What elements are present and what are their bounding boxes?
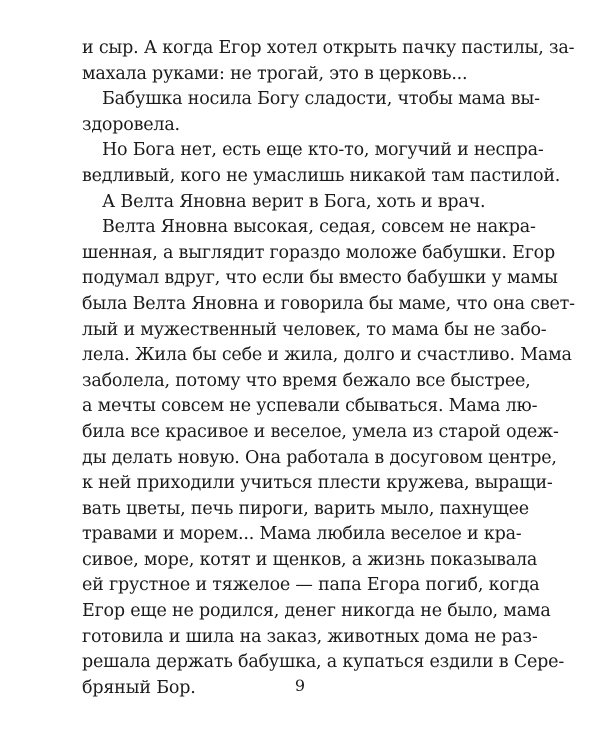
body-text bbox=[82, 36, 575, 701]
text-line: бряный Бор. bbox=[82, 677, 196, 698]
text-line: заболела, потому что время бежало все быстрее, bbox=[82, 370, 531, 391]
text-line: здоровела. bbox=[82, 114, 180, 135]
text-line: вать цветы, печь пироги, варить мыло, пахнущее bbox=[82, 498, 529, 519]
text-line: Бабушка носила Богу сладости, чтобы мама вы- bbox=[102, 89, 540, 110]
text-line: ей грустное и тяжелое — папа Егора погиб, когда bbox=[82, 575, 540, 596]
text-line: лела. Жила бы себе и жила, долго и счастливо. Мама bbox=[82, 345, 572, 366]
text-line: травами и морем... Мама любила веселое и кра- bbox=[82, 524, 522, 545]
text-line: лый и мужественный человек, то мама бы не забо- bbox=[82, 319, 547, 340]
text-line: Но Бога нет, есть еще кто-то, могучий и неспра- bbox=[102, 140, 544, 161]
text-line: шенная, а выглядит гораздо моложе бабушки. Егор bbox=[82, 242, 555, 263]
text-line: ды делать новую. Она работала в досуговом центре, bbox=[82, 447, 557, 468]
text-line: Велта Яновна высокая, седая, совсем не накра- bbox=[102, 217, 536, 238]
text-line: подумал вдруг, что если бы вместо бабушки у мамы bbox=[82, 268, 558, 289]
text-line: решала держать бабушка, а купаться ездили в Сере- bbox=[82, 652, 565, 673]
page-number: 9 bbox=[294, 676, 306, 695]
text-line: и сыр. А когда Егор хотел открыть пачку пастилы, за- bbox=[82, 38, 575, 58]
text-line: готовила и шила на заказ, животных дома не раз- bbox=[82, 626, 538, 647]
text-line: ведливый, кого не умаслишь никакой там пастилой. bbox=[82, 165, 561, 186]
text-line: А Велта Яновна верит в Бога, хоть и врач. bbox=[102, 191, 486, 212]
text-line: сивое, море, котят и щенков, а жизнь показывала bbox=[82, 549, 538, 570]
text-line: махала руками: не трогай, это в церковь... bbox=[82, 63, 468, 84]
text-line: к ней приходили учиться плести кружева, выращи- bbox=[82, 473, 553, 494]
text-line: была Велта Яновна и говорила бы маме, что она свет- bbox=[82, 293, 575, 314]
text-line: била все красивое и веселое, умела из старой одеж- bbox=[82, 421, 559, 442]
text-line: Егор еще не родился, денег никогда не было, мама bbox=[82, 601, 551, 622]
text-line: а мечты совсем не успевали сбываться. Мама лю- bbox=[82, 396, 538, 417]
